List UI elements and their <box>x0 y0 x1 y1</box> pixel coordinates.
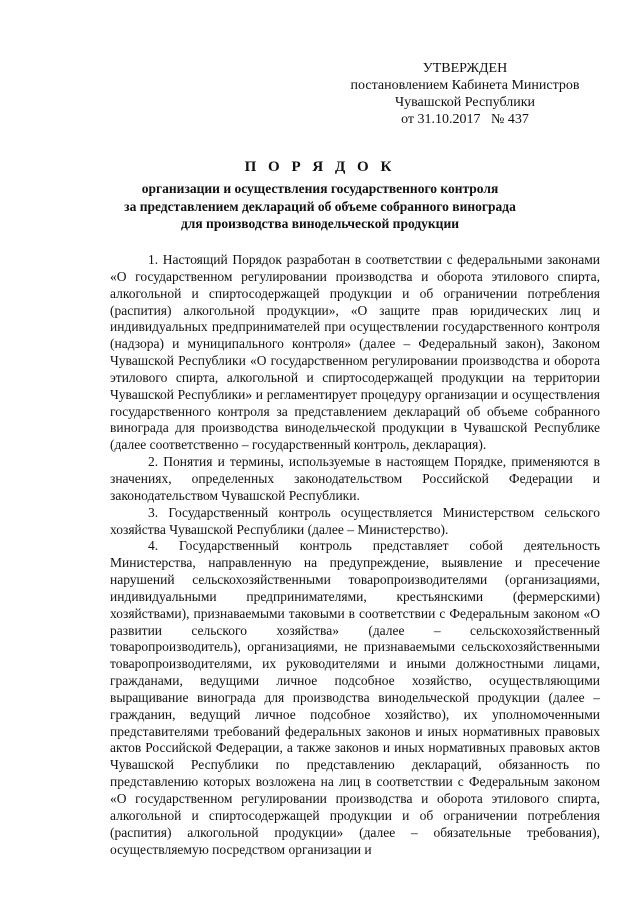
paragraph-3: 3. Государственный контроль осуществляется Министерством сельского хозяйства Чувашской Республики (далее – Министерство). <box>110 504 600 537</box>
title-line-1: организации и осуществления государственного контроля <box>141 181 499 196</box>
title-main: П О Р Я Д О К <box>244 159 396 175</box>
title-line-3: для производства винодельческой продукции <box>180 216 460 231</box>
approval-region: Чувашской Республики <box>394 95 536 110</box>
paragraph-2: 2. Понятия и термины, используемые в настоящем Порядке, применяются в значениях, определенных законодательством Российской Федерации и законодательством Чувашской Республики. <box>110 454 600 503</box>
paragraph-4: 4. Государственный контроль представляет собой деятельность Министерства, направленную на предупреждение, выявление и пресечение нарушений сельскохозяйственными товаропроизводителями (организациями, индивидуальными предпринимателями, крестьянскими (фермерскими) хозяйствами), признаваемыми таковыми в соответствии с Федеральным законом «О развитии сельского хозяйства» (далее – сельскохозяйственный товаропроизводитель), организациями, не признаваемыми сельскохозяйственными товаропроизводителями, их руководителями и иными должностными лицами, гражданами, ведущими личное подсобное хозяйство, осуществляющими выращивание винограда для производства винодельческой продукции (далее – гражданин, ведущий личное подсобное хозяйство), их уполномоченными представителями требований федеральных законов и иных нормативных правовых актов Российской Федерации, а также законов и иных нормативных правовых актов Чувашской Республики по представлению деклараций, обязанность по представлению которых возложена на лиц в соответствии с Федеральным законом «О государственном регулировании производства и оборота этилового спирта, алкогольной и спиртосодержащей продукции и об ограничении потребления (распития) алкогольной продукции» (далее – обязательные требования), осуществляемую посредством организации и <box>110 538 600 857</box>
document-body <box>110 252 600 858</box>
approval-date-number <box>330 111 600 128</box>
paragraph-1: 1. Настоящий Порядок разработан в соответствии с федеральными законами «О государственном регулировании производства и оборота этилового спирта, алкогольной и спиртосодержащей продукции и об ограничении потребления (распития) алкогольной продукции», «О защите прав юридических лиц и индивидуальных предпринимателей при осуществлении государственного контроля (надзора) и муниципального контроля» (далее – Федеральный закон), Законом Чувашской Республики «О государственном регулировании производства и оборота этилового спирта, алкогольной и спиртосодержащей продукции на территории Чувашской Республики» и регламентирует процедуру организации и осуществления государственного контроля за представлением деклараций об объеме собранного винограда для производства винодельческой продукции в Чувашской Республике (далее соответственно – государственный контроль, декларация). <box>110 252 600 453</box>
document-title <box>80 158 560 233</box>
approval-heading: УТВЕРЖДЕН <box>422 61 508 76</box>
approval-authority: постановлением Кабинета Министров <box>350 78 580 93</box>
approval-date: от 31.10.2017 <box>401 112 481 127</box>
approval-stamp <box>330 60 600 128</box>
title-line-2: за представлением деклараций об объеме собранного винограда <box>124 198 516 214</box>
approval-number: № 437 <box>491 112 529 127</box>
